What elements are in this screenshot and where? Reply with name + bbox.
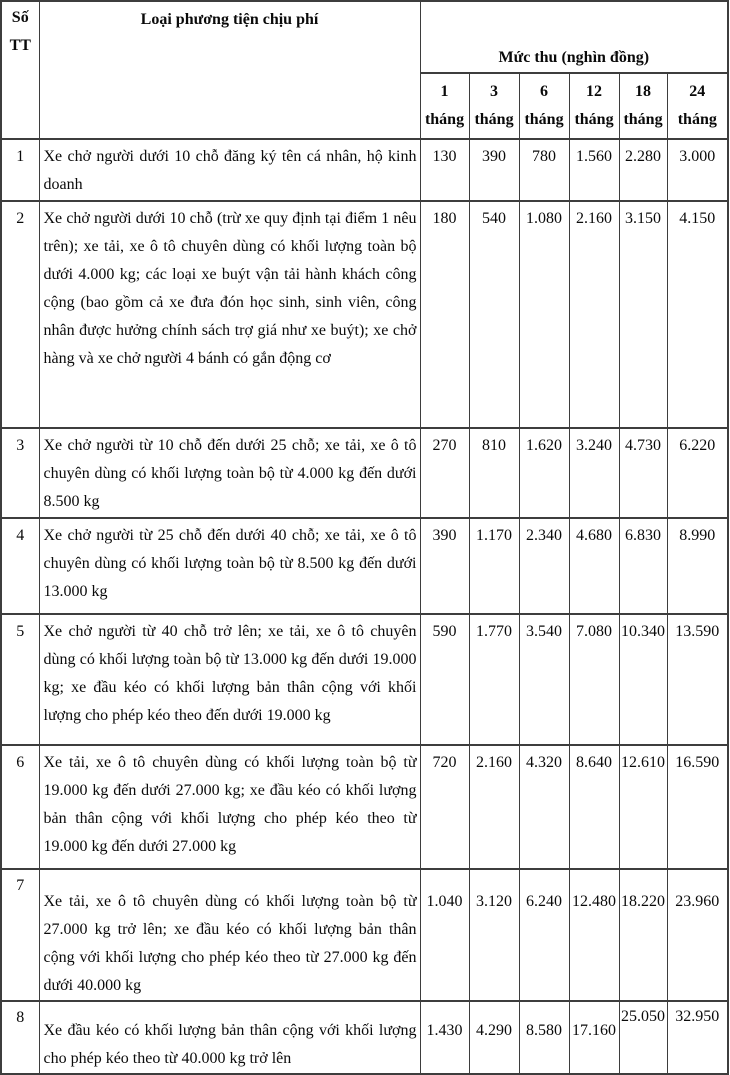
row-number: 6 — [1, 745, 39, 869]
vehicle-description: Xe tải, xe ô tô chuyên dùng có khối lượng toàn bộ từ 19.000 kg đến dưới 27.000 kg; xe đầu kéo có khối lượng bản thân cộng với khối lượng cho phép kéo theo từ 19.000 kg đến dưới 27.000 kg — [39, 745, 420, 869]
fee-value: 1.170 — [469, 518, 519, 614]
fee-value: 13.590 — [667, 614, 728, 745]
fee-value: 590 — [420, 614, 469, 745]
row-number: 4 — [1, 518, 39, 614]
row-number: 8 — [1, 1001, 39, 1074]
table-row — [1, 518, 728, 614]
header-month-3 — [469, 73, 519, 139]
table-row — [1, 745, 728, 869]
vehicle-description: Xe đầu kéo có khối lượng bản thân cộng với khối lượng cho phép kéo theo từ 40.000 kg trở lên — [39, 1001, 420, 1074]
month-number: 12 — [586, 83, 602, 100]
fee-value: 6.220 — [667, 428, 728, 518]
fee-value: 1.080 — [519, 201, 569, 428]
fee-value: 1.430 — [420, 1001, 469, 1074]
fee-value: 8.640 — [569, 745, 619, 869]
fee-value: 1.560 — [569, 139, 619, 201]
row-number: 3 — [1, 428, 39, 518]
fee-value: 720 — [420, 745, 469, 869]
header-vehicle-type: Loại phương tiện chịu phí — [39, 1, 420, 139]
fee-value: 1.620 — [519, 428, 569, 518]
fee-value: 25.050 — [619, 1001, 667, 1074]
fee-value: 3.000 — [667, 139, 728, 201]
vehicle-description: Xe chở người từ 10 chỗ đến dưới 25 chỗ; xe tải, xe ô tô chuyên dùng có khối lượng toàn bộ từ 4.000 kg đến dưới 8.500 kg — [39, 428, 420, 518]
vehicle-description: Xe chở người từ 40 chỗ trở lên; xe tải, xe ô tô chuyên dùng có khối lượng toàn bộ từ 13.000 kg đến dưới 19.000 kg; xe đầu kéo có khối lượng bản thân cộng với khối lượng cho phép kéo theo đến dưới 19.000 kg — [39, 614, 420, 745]
fee-value: 8.990 — [667, 518, 728, 614]
row-number: 1 — [1, 139, 39, 201]
fee-value: 17.160 — [569, 1001, 619, 1074]
fee-value: 1.770 — [469, 614, 519, 745]
fee-value: 12.480 — [569, 869, 619, 1001]
fee-value: 2.280 — [619, 139, 667, 201]
header-month-18 — [619, 73, 667, 139]
fee-value: 540 — [469, 201, 519, 428]
fee-value: 4.320 — [519, 745, 569, 869]
fee-value: 4.290 — [469, 1001, 519, 1074]
table-row — [1, 139, 728, 201]
fee-value: 12.610 — [619, 745, 667, 869]
table-row — [1, 428, 728, 518]
header-month-24 — [667, 73, 728, 139]
fee-value: 4.730 — [619, 428, 667, 518]
fee-value: 3.540 — [519, 614, 569, 745]
month-unit: tháng — [424, 111, 465, 128]
fee-value: 130 — [420, 139, 469, 201]
fee-value: 10.340 — [619, 614, 667, 745]
vehicle-description: Xe tải, xe ô tô chuyên dùng có khối lượng toàn bộ từ 27.000 kg trở lên; xe đầu kéo có khối lượng bản thân cộng với khối lượng cho phép kéo theo từ 27.000 kg đến dưới 40.000 kg — [39, 869, 420, 1001]
header-stt: Số TT — [1, 1, 39, 139]
vehicle-description: Xe chở người dưới 10 chỗ (trừ xe quy định tại điểm 1 nêu trên); xe tải, xe ô tô chuyên dùng có khối lượng toàn bộ dưới 4.000 kg; các loại xe buýt vận tải hành khách công cộng (bao gồm cả xe đưa đón học sinh, sinh viên, công nhân được hưởng chính sách trợ giá như xe buýt); xe chở hàng và xe chở người 4 bánh có gắn động cơ — [39, 201, 420, 428]
fee-value: 23.960 — [667, 869, 728, 1001]
month-number: 1 — [440, 83, 449, 100]
fee-value: 2.340 — [519, 518, 569, 614]
fee-value: 1.040 — [420, 869, 469, 1001]
fee-value: 4.680 — [569, 518, 619, 614]
fee-value: 16.590 — [667, 745, 728, 869]
fee-value: 8.580 — [519, 1001, 569, 1074]
month-unit: tháng — [574, 111, 614, 128]
header-month-6 — [519, 73, 569, 139]
fee-value: 2.160 — [569, 201, 619, 428]
month-number: 24 — [689, 83, 706, 100]
vehicle-description: Xe chở người từ 25 chỗ đến dưới 40 chỗ; xe tải, xe ô tô chuyên dùng có khối lượng toàn bộ từ 8.500 kg đến dưới 13.000 kg — [39, 518, 420, 614]
table-row — [1, 201, 728, 428]
fee-value: 3.240 — [569, 428, 619, 518]
header-row-top — [1, 1, 728, 73]
fee-value: 3.120 — [469, 869, 519, 1001]
fee-value: 390 — [420, 518, 469, 614]
fee-value: 32.950 — [667, 1001, 728, 1074]
fee-value: 4.150 — [667, 201, 728, 428]
fee-value: 180 — [420, 201, 469, 428]
table-row — [1, 869, 728, 1001]
table-row — [1, 614, 728, 745]
header-fee-group: Mức thu (nghìn đồng) — [420, 1, 728, 73]
fee-value: 390 — [469, 139, 519, 201]
row-number: 2 — [1, 201, 39, 428]
vehicle-description: Xe chở người dưới 10 chỗ đăng ký tên cá nhân, hộ kinh doanh — [39, 139, 420, 201]
fee-value: 18.220 — [619, 869, 667, 1001]
row-number: 5 — [1, 614, 39, 745]
header-month-12 — [569, 73, 619, 139]
table-row — [1, 1001, 728, 1074]
month-unit: tháng — [623, 111, 663, 128]
month-unit: tháng — [524, 111, 564, 128]
month-unit: tháng — [474, 111, 514, 128]
fee-value: 2.160 — [469, 745, 519, 869]
fee-value: 810 — [469, 428, 519, 518]
month-number: 3 — [490, 83, 498, 100]
header-month-1 — [420, 73, 469, 139]
fee-value: 7.080 — [569, 614, 619, 745]
fee-value: 3.150 — [619, 201, 667, 428]
row-number: 7 — [1, 869, 39, 1001]
fee-value: 6.240 — [519, 869, 569, 1001]
fee-value: 780 — [519, 139, 569, 201]
month-number: 18 — [635, 83, 651, 100]
month-number: 6 — [540, 83, 548, 100]
fee-value: 270 — [420, 428, 469, 518]
month-unit: tháng — [677, 111, 717, 128]
fee-value: 6.830 — [619, 518, 667, 614]
